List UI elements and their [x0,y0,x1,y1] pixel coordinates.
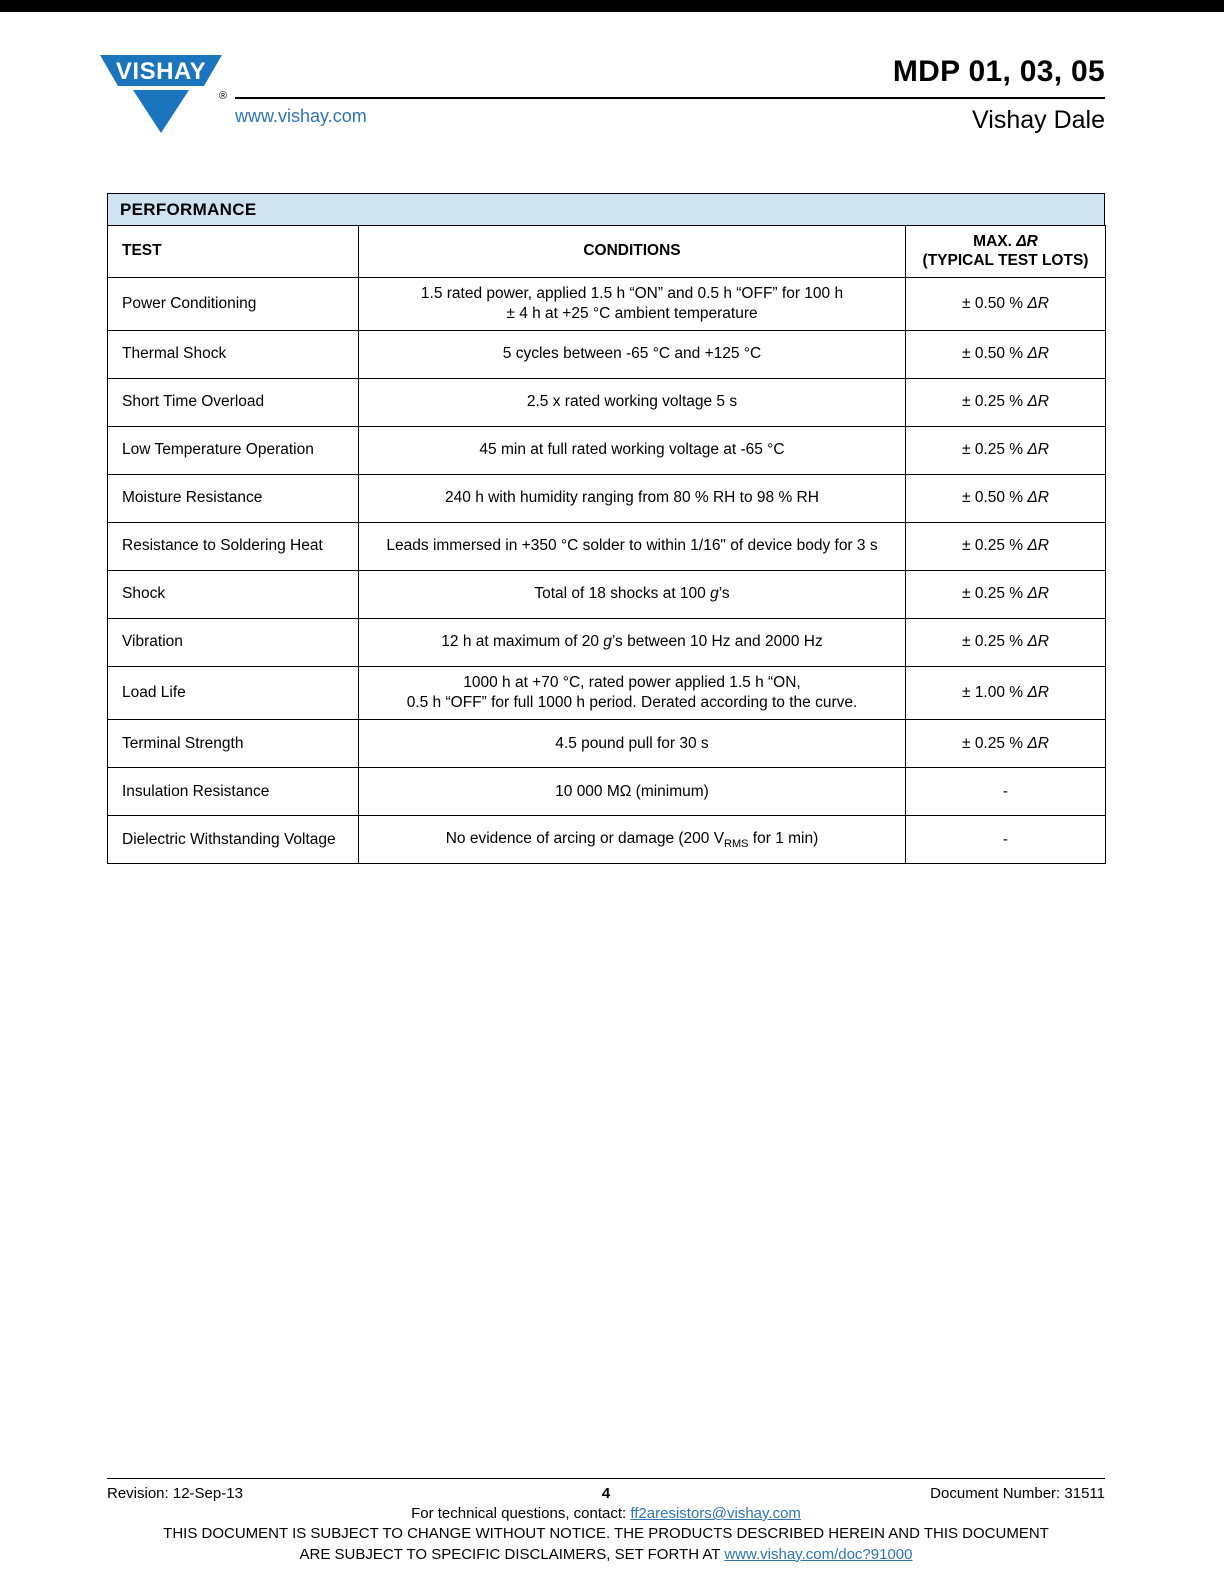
table-row [108,667,1106,720]
table-row [108,816,1106,864]
max-delta-r-cell: ± 0.25 % ΔR [906,523,1106,571]
conditions-cell: 5 cycles between -65 °C and +125 °C [359,331,906,379]
table-row [108,619,1106,667]
test-cell: Shock [108,571,359,619]
contact-text: For technical questions, contact: [411,1505,631,1522]
table-row [108,277,1106,330]
test-cell: Short Time Overload [108,379,359,427]
column-header-conditions: CONDITIONS [359,226,906,278]
table-row [108,427,1106,475]
max-delta-r-cell: ± 1.00 % ΔR [906,667,1106,720]
conditions-cell: 10 000 MΩ (minimum) [359,768,906,816]
table-row [108,720,1106,768]
table-row [108,523,1106,571]
performance-table [107,225,1106,864]
header-divider [235,97,1105,99]
test-cell: Low Temperature Operation [108,427,359,475]
table-row [108,379,1106,427]
conditions-cell: 12 h at maximum of 20 g’s between 10 Hz and 2000 Hz [359,619,906,667]
performance-table-body [108,277,1106,864]
max-delta-r-cell: ± 0.50 % ΔR [906,475,1106,523]
performance-section [107,193,1105,864]
max-delta-r-cell: - [906,816,1106,864]
table-row [108,331,1106,379]
disclaimer-line-1: THIS DOCUMENT IS SUBJECT TO CHANGE WITHOUT NOTICE. THE PRODUCTS DESCRIBED HEREIN AND THIS DOCUMENT [163,1525,1049,1543]
conditions-cell: 240 h with humidity ranging from 80 % RH to 98 % RH [359,475,906,523]
conditions-cell: 45 min at full rated working voltage at -65 °C [359,427,906,475]
test-cell: Resistance to Soldering Heat [108,523,359,571]
table-header-row [108,226,1106,278]
max-delta-r-cell: ± 0.50 % ΔR [906,331,1106,379]
document-number: Document Number: 31511 [930,1485,1105,1502]
max-delta-r-cell: ± 0.25 % ΔR [906,571,1106,619]
test-cell: Power Conditioning [108,277,359,330]
column-header-test: TEST [108,226,359,278]
conditions-cell: 1000 h at +70 °C, rated power applied 1.5 h “ON, 0.5 h “OFF” for full 1000 h period. Derated according to the curve. [359,667,906,720]
contact-email-link[interactable]: ff2aresistors@vishay.com [630,1505,801,1522]
division-name: Vishay Dale [972,106,1105,134]
conditions-cell: Total of 18 shocks at 100 g’s [359,571,906,619]
test-cell: Terminal Strength [108,720,359,768]
column-header-max-delta-r [906,226,1106,278]
table-row [108,475,1106,523]
disclaimer-line-2-text: ARE SUBJECT TO SPECIFIC DISCLAIMERS, SET FORTH AT [299,1545,725,1563]
page-footer [107,1478,1105,1563]
max-delta-r-cell: ± 0.25 % ΔR [906,379,1106,427]
part-number-title: MDP 01, 03, 05 [892,55,1105,88]
test-cell: Vibration [108,619,359,667]
conditions-cell: 2.5 x rated working voltage 5 s [359,379,906,427]
conditions-cell: Leads immersed in +350 °C solder to within 1/16" of device body for 3 s [359,523,906,571]
table-row [108,571,1106,619]
vishay-logo-text: VISHAY [115,58,207,85]
test-cell: Load Life [108,667,359,720]
max-delta-r-cell: ± 0.50 % ΔR [906,277,1106,330]
conditions-cell: 4.5 pound pull for 30 s [359,720,906,768]
vishay-website-link[interactable]: www.vishay.com [235,106,367,126]
revision-date: Revision: 12-Sep-13 [107,1485,243,1502]
disclaimer-link[interactable]: www.vishay.com/doc?91000 [724,1545,913,1563]
registered-trademark: ® [219,90,228,102]
performance-section-title: PERFORMANCE [107,193,1105,226]
max-delta-r-cell: ± 0.25 % ΔR [906,619,1106,667]
max-delta-r-cell: ± 0.25 % ΔR [906,720,1106,768]
table-row [108,768,1106,816]
test-cell: Thermal Shock [108,331,359,379]
page-number: 4 [601,1485,611,1502]
test-cell: Insulation Resistance [108,768,359,816]
max-delta-r-cell: - [906,768,1106,816]
max-header-line1: MAX. ΔR [973,233,1038,250]
top-black-bar [0,0,1224,12]
vishay-logo-icon [100,55,230,155]
test-cell: Moisture Resistance [108,475,359,523]
max-header-line2: (TYPICAL TEST LOTS) [922,252,1089,270]
max-delta-r-cell: ± 0.25 % ΔR [906,427,1106,475]
test-cell: Dielectric Withstanding Voltage [108,816,359,864]
vishay-logo [100,55,230,160]
conditions-cell: No evidence of arcing or damage (200 $V_{RMS}$ for 1 min) [359,816,906,864]
conditions-cell: 1.5 rated power, applied 1.5 h “ON” and 0.5 h “OFF” for 100 h ± 4 h at +25 °C ambient temperature [359,277,906,330]
page-header [0,55,1224,167]
